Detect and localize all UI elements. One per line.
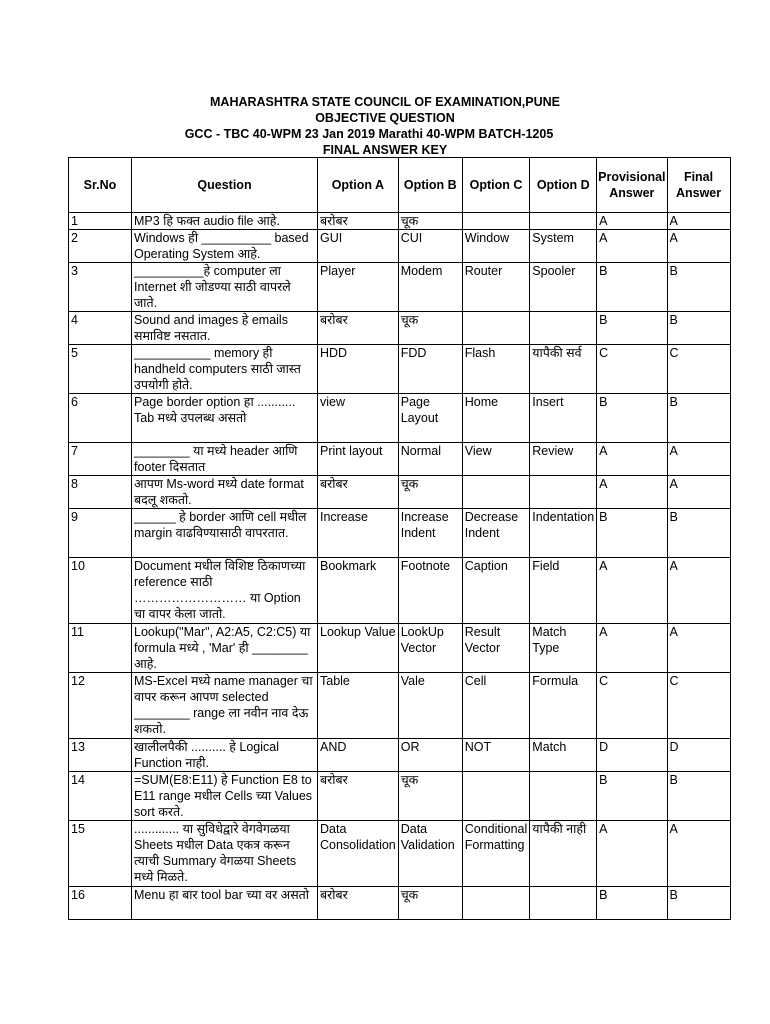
row-final-answer: A: [667, 558, 730, 624]
col-header-final-answer: Final Answer: [667, 158, 730, 213]
row-provisional-answer: B: [597, 509, 667, 558]
row-final-answer: B: [667, 509, 730, 558]
row-option-c: Result Vector: [462, 624, 530, 673]
row-question: MP3 हि फक्त audio file आहे.: [132, 213, 318, 230]
row-option-b: CUI: [398, 230, 462, 263]
row-option-a: HDD: [318, 345, 399, 394]
row-srno: 12: [69, 673, 132, 739]
row-option-b: Vale: [398, 673, 462, 739]
row-final-answer: A: [667, 443, 730, 476]
table-row: [69, 739, 731, 772]
row-final-answer: B: [667, 312, 730, 345]
row-question: ________ या मध्ये header आणि footer दिसतात: [132, 443, 318, 476]
row-final-answer: B: [667, 263, 730, 312]
row-option-a: बरोबर: [318, 312, 399, 345]
row-provisional-answer: B: [597, 887, 667, 920]
row-final-answer: A: [667, 624, 730, 673]
row-option-d: Match: [530, 739, 597, 772]
row-option-b: OR: [398, 739, 462, 772]
row-option-a: Bookmark: [318, 558, 399, 624]
row-option-b: Page Layout: [398, 394, 462, 443]
col-header-srno: Sr.No: [69, 158, 132, 213]
col-header-provisional-answer: Provisional Answer: [597, 158, 667, 213]
row-final-answer: B: [667, 772, 730, 821]
answer-key-title: FINAL ANSWER KEY: [322, 143, 448, 157]
table-row: [69, 263, 731, 312]
row-provisional-answer: A: [597, 821, 667, 887]
row-provisional-answer: C: [597, 673, 667, 739]
row-provisional-answer: D: [597, 739, 667, 772]
row-srno: 5: [69, 345, 132, 394]
row-option-b: चूक: [398, 213, 462, 230]
answer-key-table: [68, 157, 731, 920]
row-question: ............. या सुविधेद्वारे वेगवेगळया Sheets मधील Data एकत्र करून त्याची Summary वेगळया Sheets मध्ये मिळते.: [132, 821, 318, 887]
row-final-answer: C: [667, 345, 730, 394]
row-option-a: Lookup Value: [318, 624, 399, 673]
row-question: ______ हे border आणि cell मधील margin वाढविण्यासाठी वापरतात.: [132, 509, 318, 558]
row-option-a: बरोबर: [318, 213, 399, 230]
row-option-a: Data Consolidation: [318, 821, 399, 887]
table-row: [69, 772, 731, 821]
row-question: Sound and images हे emails समाविष्ट नसतात.: [132, 312, 318, 345]
row-question: =SUM(E8:E11) हे Function E8 to E11 range मधील Cells च्या Values sort करते.: [132, 772, 318, 821]
row-provisional-answer: B: [597, 394, 667, 443]
row-option-c: [462, 213, 530, 230]
row-option-d: [530, 772, 597, 821]
row-option-a: view: [318, 394, 399, 443]
row-provisional-answer: B: [597, 772, 667, 821]
row-option-d: यापैकी नाही: [530, 821, 597, 887]
row-final-answer: B: [667, 887, 730, 920]
row-srno: 2: [69, 230, 132, 263]
row-option-d: Field: [530, 558, 597, 624]
row-srno: 3: [69, 263, 132, 312]
row-option-c: Router: [462, 263, 530, 312]
row-option-c: [462, 476, 530, 509]
row-option-d: Insert: [530, 394, 597, 443]
table-row: [69, 821, 731, 887]
col-header-option-b: Option B: [398, 158, 462, 213]
row-option-b: Data Validation: [398, 821, 462, 887]
row-option-d: [530, 213, 597, 230]
row-option-d: [530, 476, 597, 509]
council-title: MAHARASHTRA STATE COUNCIL OF EXAMINATION,PUNE: [210, 95, 560, 109]
row-final-answer: A: [667, 213, 730, 230]
table-row: [69, 673, 731, 739]
row-option-b: FDD: [398, 345, 462, 394]
row-option-c: Cell: [462, 673, 530, 739]
table-row: [69, 443, 731, 476]
row-srno: 14: [69, 772, 132, 821]
row-question: आपण Ms-word मध्ये date format बदलू शकतो.: [132, 476, 318, 509]
row-srno: 13: [69, 739, 132, 772]
row-option-b: LookUp Vector: [398, 624, 462, 673]
col-header-option-d: Option D: [530, 158, 597, 213]
row-provisional-answer: A: [597, 624, 667, 673]
row-option-c: [462, 312, 530, 345]
row-question: __________हे computer ला Internet शी जोडण्या साठी वापरले जाते.: [132, 263, 318, 312]
row-srno: 1: [69, 213, 132, 230]
row-question: Menu हा बार tool bar च्या वर असतो: [132, 887, 318, 920]
row-option-c: [462, 887, 530, 920]
exam-batch-line: GCC - TBC 40-WPM 23 Jan 2019 Marathi 40-WPM BATCH-1205: [184, 127, 554, 141]
table-row: [69, 213, 731, 230]
col-header-option-a: Option A: [318, 158, 399, 213]
table-row: [69, 558, 731, 624]
row-option-d: Spooler: [530, 263, 597, 312]
row-provisional-answer: A: [597, 558, 667, 624]
row-provisional-answer: A: [597, 476, 667, 509]
row-option-d: यापैकी सर्व: [530, 345, 597, 394]
row-srno: 11: [69, 624, 132, 673]
row-option-c: Home: [462, 394, 530, 443]
row-provisional-answer: A: [597, 213, 667, 230]
row-option-b: Modem: [398, 263, 462, 312]
row-option-c: Conditional Formatting: [462, 821, 530, 887]
row-option-d: Match Type: [530, 624, 597, 673]
row-final-answer: A: [667, 230, 730, 263]
row-option-d: Review: [530, 443, 597, 476]
table-row: [69, 624, 731, 673]
row-option-c: NOT: [462, 739, 530, 772]
row-option-a: Player: [318, 263, 399, 312]
row-option-b: चूक: [398, 772, 462, 821]
row-srno: 8: [69, 476, 132, 509]
row-srno: 7: [69, 443, 132, 476]
table-row: [69, 476, 731, 509]
row-question: ___________ memory ही handheld computers साठी जास्त उपयोगी होते.: [132, 345, 318, 394]
row-option-c: [462, 772, 530, 821]
row-option-b: Footnote: [398, 558, 462, 624]
row-question: MS-Excel मध्ये name manager चा वापर करून आपण selected ________ range ला नवीन नाव देऊ शकतो.: [132, 673, 318, 739]
row-option-a: AND: [318, 739, 399, 772]
col-header-option-c: Option C: [462, 158, 530, 213]
row-option-a: बरोबर: [318, 772, 399, 821]
row-option-d: Formula: [530, 673, 597, 739]
row-srno: 4: [69, 312, 132, 345]
row-final-answer: A: [667, 821, 730, 887]
table-row: [69, 312, 731, 345]
row-option-c: View: [462, 443, 530, 476]
row-option-a: Print layout: [318, 443, 399, 476]
row-option-a: GUI: [318, 230, 399, 263]
row-srno: 15: [69, 821, 132, 887]
row-provisional-answer: B: [597, 312, 667, 345]
row-option-c: Flash: [462, 345, 530, 394]
row-question: Document मधील विशिष्ट ठिकाणच्या reference साठी ……………………… या Option चा वापर केला जातो.: [132, 558, 318, 624]
row-option-b: चूक: [398, 476, 462, 509]
row-option-a: Table: [318, 673, 399, 739]
row-final-answer: D: [667, 739, 730, 772]
row-provisional-answer: A: [597, 230, 667, 263]
row-question: Page border option हा ........... Tab मध्ये उपलब्ध असतो: [132, 394, 318, 443]
row-option-c: Window: [462, 230, 530, 263]
row-srno: 9: [69, 509, 132, 558]
table-row: [69, 230, 731, 263]
row-srno: 6: [69, 394, 132, 443]
row-option-c: Caption: [462, 558, 530, 624]
row-final-answer: C: [667, 673, 730, 739]
row-option-b: Increase Indent: [398, 509, 462, 558]
row-question: खालीलपैकी .......... हे Logical Function नाही.: [132, 739, 318, 772]
document-subtitle: OBJECTIVE QUESTION: [315, 111, 455, 125]
table-row: [69, 509, 731, 558]
row-option-b: चूक: [398, 312, 462, 345]
col-header-question: Question: [132, 158, 318, 213]
row-final-answer: A: [667, 476, 730, 509]
table-header-row: [69, 158, 731, 213]
table-row: [69, 394, 731, 443]
row-option-a: Increase: [318, 509, 399, 558]
row-option-d: [530, 312, 597, 345]
row-option-c: Decrease Indent: [462, 509, 530, 558]
row-option-a: बरोबर: [318, 887, 399, 920]
row-option-d: System: [530, 230, 597, 263]
row-option-b: चूक: [398, 887, 462, 920]
row-srno: 16: [69, 887, 132, 920]
row-final-answer: B: [667, 394, 730, 443]
row-question: Lookup("Mar", A2:A5, C2:C5) या formula मध्ये , 'Mar' ही ________ आहे.: [132, 624, 318, 673]
row-provisional-answer: C: [597, 345, 667, 394]
row-option-a: बरोबर: [318, 476, 399, 509]
row-option-b: Normal: [398, 443, 462, 476]
row-provisional-answer: A: [597, 443, 667, 476]
row-srno: 10: [69, 558, 132, 624]
table-row: [69, 887, 731, 920]
row-provisional-answer: B: [597, 263, 667, 312]
row-option-d: Indentation: [530, 509, 597, 558]
row-question: Windows ही __________ based Operating System आहे.: [132, 230, 318, 263]
row-option-d: [530, 887, 597, 920]
table-row: [69, 345, 731, 394]
